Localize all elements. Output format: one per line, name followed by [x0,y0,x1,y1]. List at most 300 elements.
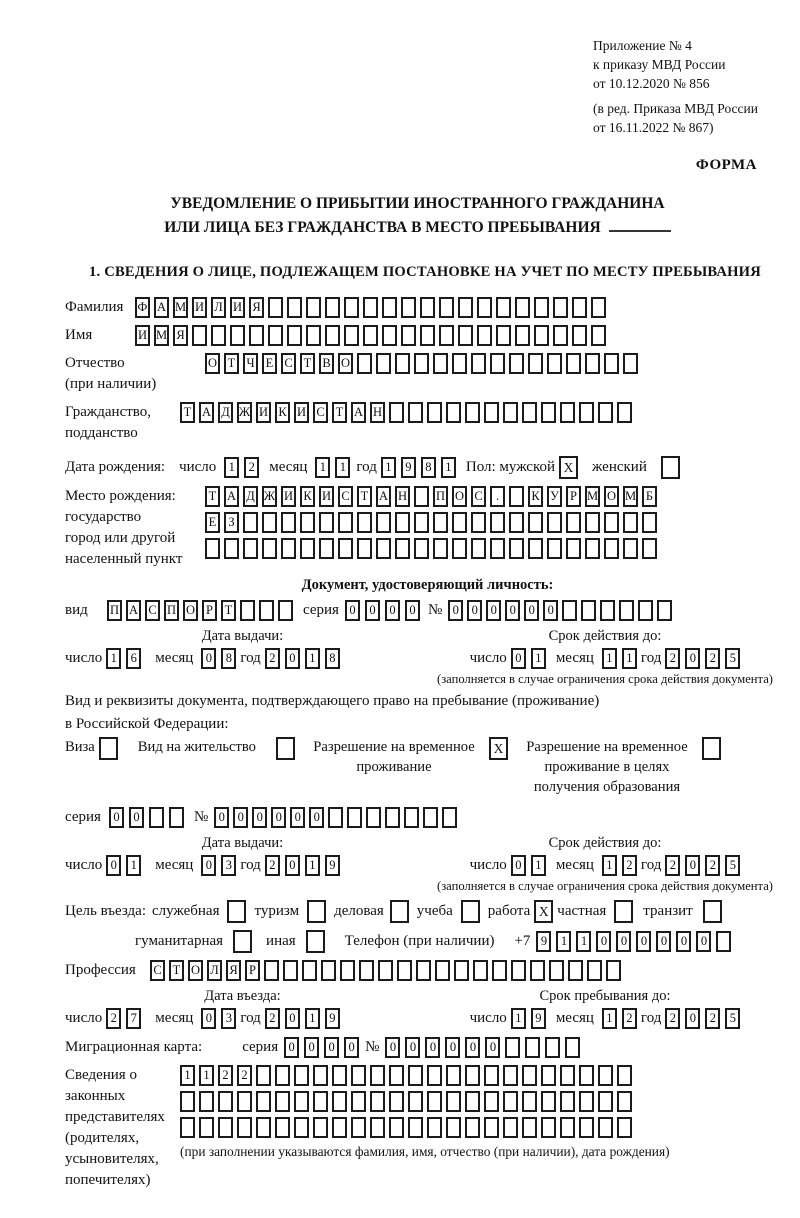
char-cell[interactable] [294,1091,309,1112]
char-cell[interactable]: 0 [285,855,300,876]
char-cell[interactable] [528,512,543,533]
char-cell[interactable]: Т [180,402,195,423]
char-cell[interactable] [243,538,258,559]
char-cell[interactable]: 5 [725,1008,740,1029]
char-cell[interactable] [562,600,577,621]
char-cell[interactable] [385,807,400,828]
char-cell[interactable]: 1 [381,457,396,478]
char-cell[interactable] [294,1117,309,1138]
char-cell[interactable] [192,325,207,346]
char-cell[interactable] [522,1117,537,1138]
char-cell[interactable]: 0 [465,1037,480,1058]
char-cell[interactable]: 1 [556,931,571,952]
char-cell[interactable]: 2 [665,1008,680,1029]
char-cell[interactable] [442,807,457,828]
char-cell[interactable] [471,353,486,374]
char-cell[interactable] [435,960,450,981]
char-cell[interactable] [300,512,315,533]
char-cell[interactable] [378,960,393,981]
char-cell[interactable] [408,1091,423,1112]
char-cell[interactable] [278,600,293,621]
char-cell[interactable] [657,600,672,621]
char-cell[interactable]: И [281,486,296,507]
char-cell[interactable]: 3 [221,1008,236,1029]
char-cell[interactable]: 2 [705,855,720,876]
char-cell[interactable] [617,1065,632,1086]
char-cell[interactable] [302,960,317,981]
char-cell[interactable]: С [150,960,165,981]
char-cell[interactable]: 9 [536,931,551,952]
char-cell[interactable]: И [256,402,271,423]
char-cell[interactable]: 9 [325,855,340,876]
char-cell[interactable] [275,1065,290,1086]
char-cell[interactable] [344,325,359,346]
char-cell[interactable]: 2 [665,855,680,876]
char-cell[interactable] [262,512,277,533]
char-cell[interactable]: Д [243,486,258,507]
char-cell[interactable] [351,1091,366,1112]
char-cell[interactable]: М [154,325,169,346]
char-cell[interactable] [591,325,606,346]
char-cell[interactable] [503,1117,518,1138]
char-cell[interactable] [237,1091,252,1112]
char-cell[interactable]: И [230,297,245,318]
char-cell[interactable] [579,1117,594,1138]
char-cell[interactable]: 0 [511,648,526,669]
char-cell[interactable] [256,1065,271,1086]
char-cell[interactable]: 2 [265,855,280,876]
char-cell[interactable]: Е [205,512,220,533]
char-cell[interactable] [420,325,435,346]
char-cell[interactable] [395,512,410,533]
char-cell[interactable] [313,1091,328,1112]
char-cell[interactable] [338,538,353,559]
char-cell[interactable] [579,1091,594,1112]
char-cell[interactable] [591,297,606,318]
char-cell[interactable] [509,486,524,507]
char-cell[interactable] [389,1065,404,1086]
char-cell[interactable]: Я [226,960,241,981]
char-cell[interactable]: И [294,402,309,423]
char-cell[interactable] [275,1091,290,1112]
char-cell[interactable] [541,1065,556,1086]
char-cell[interactable] [357,512,372,533]
char-cell[interactable]: 2 [244,457,259,478]
char-cell[interactable]: Н [370,402,385,423]
char-cell[interactable]: 0 [485,1037,500,1058]
char-cell[interactable] [211,325,226,346]
char-cell[interactable]: 0 [201,1008,216,1029]
char-cell[interactable] [458,297,473,318]
char-cell[interactable]: 0 [309,807,324,828]
char-cell[interactable]: У [547,486,562,507]
char-cell[interactable] [458,325,473,346]
char-cell[interactable]: 2 [705,648,720,669]
char-cell[interactable]: 0 [129,807,144,828]
char-cell[interactable] [598,1065,613,1086]
char-cell[interactable]: А [126,600,141,621]
char-cell[interactable] [414,512,429,533]
char-cell[interactable]: 0 [285,1008,300,1029]
char-cell[interactable] [423,807,438,828]
char-cell[interactable] [351,1117,366,1138]
char-cell[interactable] [397,960,412,981]
char-cell[interactable]: 0 [616,931,631,952]
char-cell[interactable] [477,297,492,318]
char-cell[interactable]: К [528,486,543,507]
char-cell[interactable] [585,538,600,559]
char-cell[interactable]: 0 [271,807,286,828]
char-cell[interactable]: 2 [218,1065,233,1086]
char-cell[interactable]: 0 [345,600,360,621]
char-cell[interactable] [357,538,372,559]
char-cell[interactable] [439,297,454,318]
char-cell[interactable] [218,1091,233,1112]
char-cell[interactable] [325,325,340,346]
char-cell[interactable] [496,325,511,346]
char-cell[interactable] [328,807,343,828]
char-cell[interactable]: 1 [315,457,330,478]
char-cell[interactable] [617,402,632,423]
char-cell[interactable] [452,512,467,533]
char-cell[interactable] [528,353,543,374]
char-cell[interactable] [505,1037,520,1058]
char-cell[interactable] [256,1117,271,1138]
char-cell[interactable] [606,960,621,981]
char-cell[interactable] [243,512,258,533]
char-cell[interactable]: А [376,486,391,507]
char-cell[interactable]: 1 [441,457,456,478]
char-cell[interactable]: 0 [596,931,611,952]
purpose-sluzhebnaya-checkbox[interactable] [227,900,246,923]
char-cell[interactable] [587,960,602,981]
char-cell[interactable]: 1 [305,1008,320,1029]
char-cell[interactable]: 9 [531,1008,546,1029]
char-cell[interactable] [560,402,575,423]
char-cell[interactable] [604,353,619,374]
char-cell[interactable] [541,402,556,423]
char-cell[interactable] [484,1091,499,1112]
char-cell[interactable] [515,297,530,318]
char-cell[interactable] [414,538,429,559]
char-cell[interactable] [547,538,562,559]
char-cell[interactable]: Б [642,486,657,507]
char-cell[interactable] [281,512,296,533]
char-cell[interactable] [585,512,600,533]
char-cell[interactable] [376,512,391,533]
char-cell[interactable] [465,402,480,423]
char-cell[interactable]: 0 [201,648,216,669]
char-cell[interactable] [604,512,619,533]
char-cell[interactable] [382,297,397,318]
char-cell[interactable] [395,538,410,559]
char-cell[interactable] [408,1065,423,1086]
char-cell[interactable] [427,402,442,423]
char-cell[interactable] [427,1091,442,1112]
temp-permit-edu-checkbox[interactable] [702,737,721,760]
char-cell[interactable]: 8 [221,648,236,669]
char-cell[interactable] [568,960,583,981]
char-cell[interactable] [414,486,429,507]
char-cell[interactable] [617,1091,632,1112]
char-cell[interactable]: 1 [180,1065,195,1086]
char-cell[interactable] [452,353,467,374]
char-cell[interactable] [294,1065,309,1086]
char-cell[interactable]: С [471,486,486,507]
char-cell[interactable]: 5 [725,855,740,876]
char-cell[interactable] [259,600,274,621]
char-cell[interactable] [313,1117,328,1138]
char-cell[interactable] [515,325,530,346]
char-cell[interactable] [503,1091,518,1112]
char-cell[interactable]: П [164,600,179,621]
char-cell[interactable]: О [188,960,203,981]
char-cell[interactable]: И [319,486,334,507]
purpose-gumanitarnaya-checkbox[interactable] [233,930,252,953]
char-cell[interactable] [389,402,404,423]
char-cell[interactable]: Л [207,960,222,981]
char-cell[interactable]: О [604,486,619,507]
char-cell[interactable]: 1 [531,648,546,669]
char-cell[interactable]: 1 [305,648,320,669]
char-cell[interactable] [541,1091,556,1112]
char-cell[interactable] [359,960,374,981]
char-cell[interactable] [549,960,564,981]
char-cell[interactable]: 3 [221,855,236,876]
char-cell[interactable] [306,325,321,346]
char-cell[interactable]: 0 [233,807,248,828]
purpose-turizm-checkbox[interactable] [307,900,326,923]
temp-permit-checkbox[interactable]: X [489,737,508,760]
char-cell[interactable] [237,1117,252,1138]
char-cell[interactable]: 0 [448,600,463,621]
char-cell[interactable]: 1 [602,1008,617,1029]
char-cell[interactable] [401,297,416,318]
char-cell[interactable]: Е [262,353,277,374]
char-cell[interactable] [471,512,486,533]
char-cell[interactable]: 2 [622,1008,637,1029]
sex-female-checkbox[interactable] [661,456,680,479]
char-cell[interactable] [600,600,615,621]
char-cell[interactable]: З [224,512,239,533]
char-cell[interactable]: 0 [425,1037,440,1058]
char-cell[interactable] [347,807,362,828]
char-cell[interactable] [579,402,594,423]
char-cell[interactable] [511,960,526,981]
char-cell[interactable] [199,1117,214,1138]
char-cell[interactable] [256,1091,271,1112]
char-cell[interactable] [281,538,296,559]
char-cell[interactable]: Л [211,297,226,318]
char-cell[interactable] [490,353,505,374]
char-cell[interactable]: 1 [335,457,350,478]
char-cell[interactable] [370,1065,385,1086]
char-cell[interactable] [319,538,334,559]
char-cell[interactable] [452,538,467,559]
char-cell[interactable]: 8 [421,457,436,478]
char-cell[interactable]: 8 [325,648,340,669]
char-cell[interactable]: 9 [401,457,416,478]
char-cell[interactable]: К [300,486,315,507]
char-cell[interactable] [224,538,239,559]
char-cell[interactable] [395,353,410,374]
char-cell[interactable]: 1 [576,931,591,952]
char-cell[interactable] [300,538,315,559]
purpose-rabota-checkbox[interactable]: X [534,900,553,923]
char-cell[interactable] [522,402,537,423]
char-cell[interactable]: . [490,486,505,507]
char-cell[interactable] [503,402,518,423]
char-cell[interactable] [572,297,587,318]
char-cell[interactable]: 1 [106,648,121,669]
char-cell[interactable] [638,600,653,621]
char-cell[interactable]: 2 [106,1008,121,1029]
char-cell[interactable]: С [145,600,160,621]
char-cell[interactable] [262,538,277,559]
char-cell[interactable] [642,512,657,533]
char-cell[interactable] [473,960,488,981]
char-cell[interactable] [579,1065,594,1086]
char-cell[interactable] [545,1037,560,1058]
char-cell[interactable] [642,538,657,559]
char-cell[interactable] [604,538,619,559]
char-cell[interactable] [363,325,378,346]
char-cell[interactable]: 0 [445,1037,460,1058]
char-cell[interactable] [492,960,507,981]
char-cell[interactable] [509,512,524,533]
char-cell[interactable] [427,1065,442,1086]
char-cell[interactable]: 6 [126,648,141,669]
char-cell[interactable]: Т [221,600,236,621]
char-cell[interactable]: 0 [524,600,539,621]
char-cell[interactable]: 0 [365,600,380,621]
char-cell[interactable] [340,960,355,981]
char-cell[interactable] [408,402,423,423]
char-cell[interactable]: К [275,402,290,423]
char-cell[interactable]: Т [300,353,315,374]
purpose-delovaya-checkbox[interactable] [390,900,409,923]
char-cell[interactable]: 2 [705,1008,720,1029]
char-cell[interactable]: В [319,353,334,374]
char-cell[interactable] [370,1091,385,1112]
char-cell[interactable]: Н [395,486,410,507]
char-cell[interactable] [363,297,378,318]
char-cell[interactable]: 2 [237,1065,252,1086]
purpose-tranzit-checkbox[interactable] [703,900,722,923]
char-cell[interactable] [572,325,587,346]
char-cell[interactable] [321,960,336,981]
char-cell[interactable] [319,512,334,533]
char-cell[interactable] [484,1065,499,1086]
char-cell[interactable]: Р [245,960,260,981]
char-cell[interactable]: М [173,297,188,318]
char-cell[interactable]: А [154,297,169,318]
char-cell[interactable]: П [107,600,122,621]
char-cell[interactable]: 0 [304,1037,319,1058]
char-cell[interactable] [205,538,220,559]
char-cell[interactable] [325,297,340,318]
char-cell[interactable]: Ж [237,402,252,423]
char-cell[interactable]: Ж [262,486,277,507]
char-cell[interactable] [598,1117,613,1138]
char-cell[interactable]: 0 [467,600,482,621]
char-cell[interactable]: 0 [405,600,420,621]
char-cell[interactable] [439,325,454,346]
char-cell[interactable]: 0 [201,855,216,876]
char-cell[interactable]: Р [202,600,217,621]
char-cell[interactable] [344,297,359,318]
char-cell[interactable] [534,325,549,346]
char-cell[interactable]: 0 [405,1037,420,1058]
char-cell[interactable]: 0 [324,1037,339,1058]
char-cell[interactable] [180,1117,195,1138]
char-cell[interactable]: 0 [505,600,520,621]
char-cell[interactable] [199,1091,214,1112]
char-cell[interactable] [240,600,255,621]
char-cell[interactable] [268,297,283,318]
visa-checkbox[interactable] [99,737,118,760]
char-cell[interactable] [287,297,302,318]
char-cell[interactable]: А [224,486,239,507]
char-cell[interactable]: 0 [685,1008,700,1029]
char-cell[interactable] [598,402,613,423]
char-cell[interactable]: 0 [214,807,229,828]
char-cell[interactable]: 1 [305,855,320,876]
char-cell[interactable] [446,1065,461,1086]
char-cell[interactable] [366,807,381,828]
char-cell[interactable] [566,538,581,559]
char-cell[interactable] [420,297,435,318]
char-cell[interactable] [275,1117,290,1138]
char-cell[interactable]: 1 [602,855,617,876]
char-cell[interactable]: Т [224,353,239,374]
char-cell[interactable] [370,1117,385,1138]
char-cell[interactable] [525,1037,540,1058]
char-cell[interactable] [484,1117,499,1138]
char-cell[interactable] [313,1065,328,1086]
char-cell[interactable] [433,538,448,559]
char-cell[interactable] [553,297,568,318]
char-cell[interactable] [465,1065,480,1086]
char-cell[interactable] [522,1091,537,1112]
char-cell[interactable]: А [199,402,214,423]
char-cell[interactable] [351,1065,366,1086]
char-cell[interactable] [283,960,298,981]
char-cell[interactable]: Ч [243,353,258,374]
char-cell[interactable] [566,512,581,533]
char-cell[interactable]: П [433,486,448,507]
residence-permit-checkbox[interactable] [276,737,295,760]
char-cell[interactable] [433,512,448,533]
char-cell[interactable] [566,353,581,374]
char-cell[interactable]: 0 [344,1037,359,1058]
char-cell[interactable] [446,402,461,423]
char-cell[interactable] [465,1091,480,1112]
char-cell[interactable] [454,960,469,981]
char-cell[interactable] [581,600,596,621]
char-cell[interactable] [522,1065,537,1086]
char-cell[interactable]: О [183,600,198,621]
char-cell[interactable]: 2 [622,855,637,876]
char-cell[interactable]: О [452,486,467,507]
char-cell[interactable]: Д [218,402,233,423]
char-cell[interactable] [433,353,448,374]
char-cell[interactable] [541,1117,556,1138]
char-cell[interactable] [268,325,283,346]
char-cell[interactable]: 9 [325,1008,340,1029]
char-cell[interactable]: 0 [636,931,651,952]
char-cell[interactable]: С [338,486,353,507]
